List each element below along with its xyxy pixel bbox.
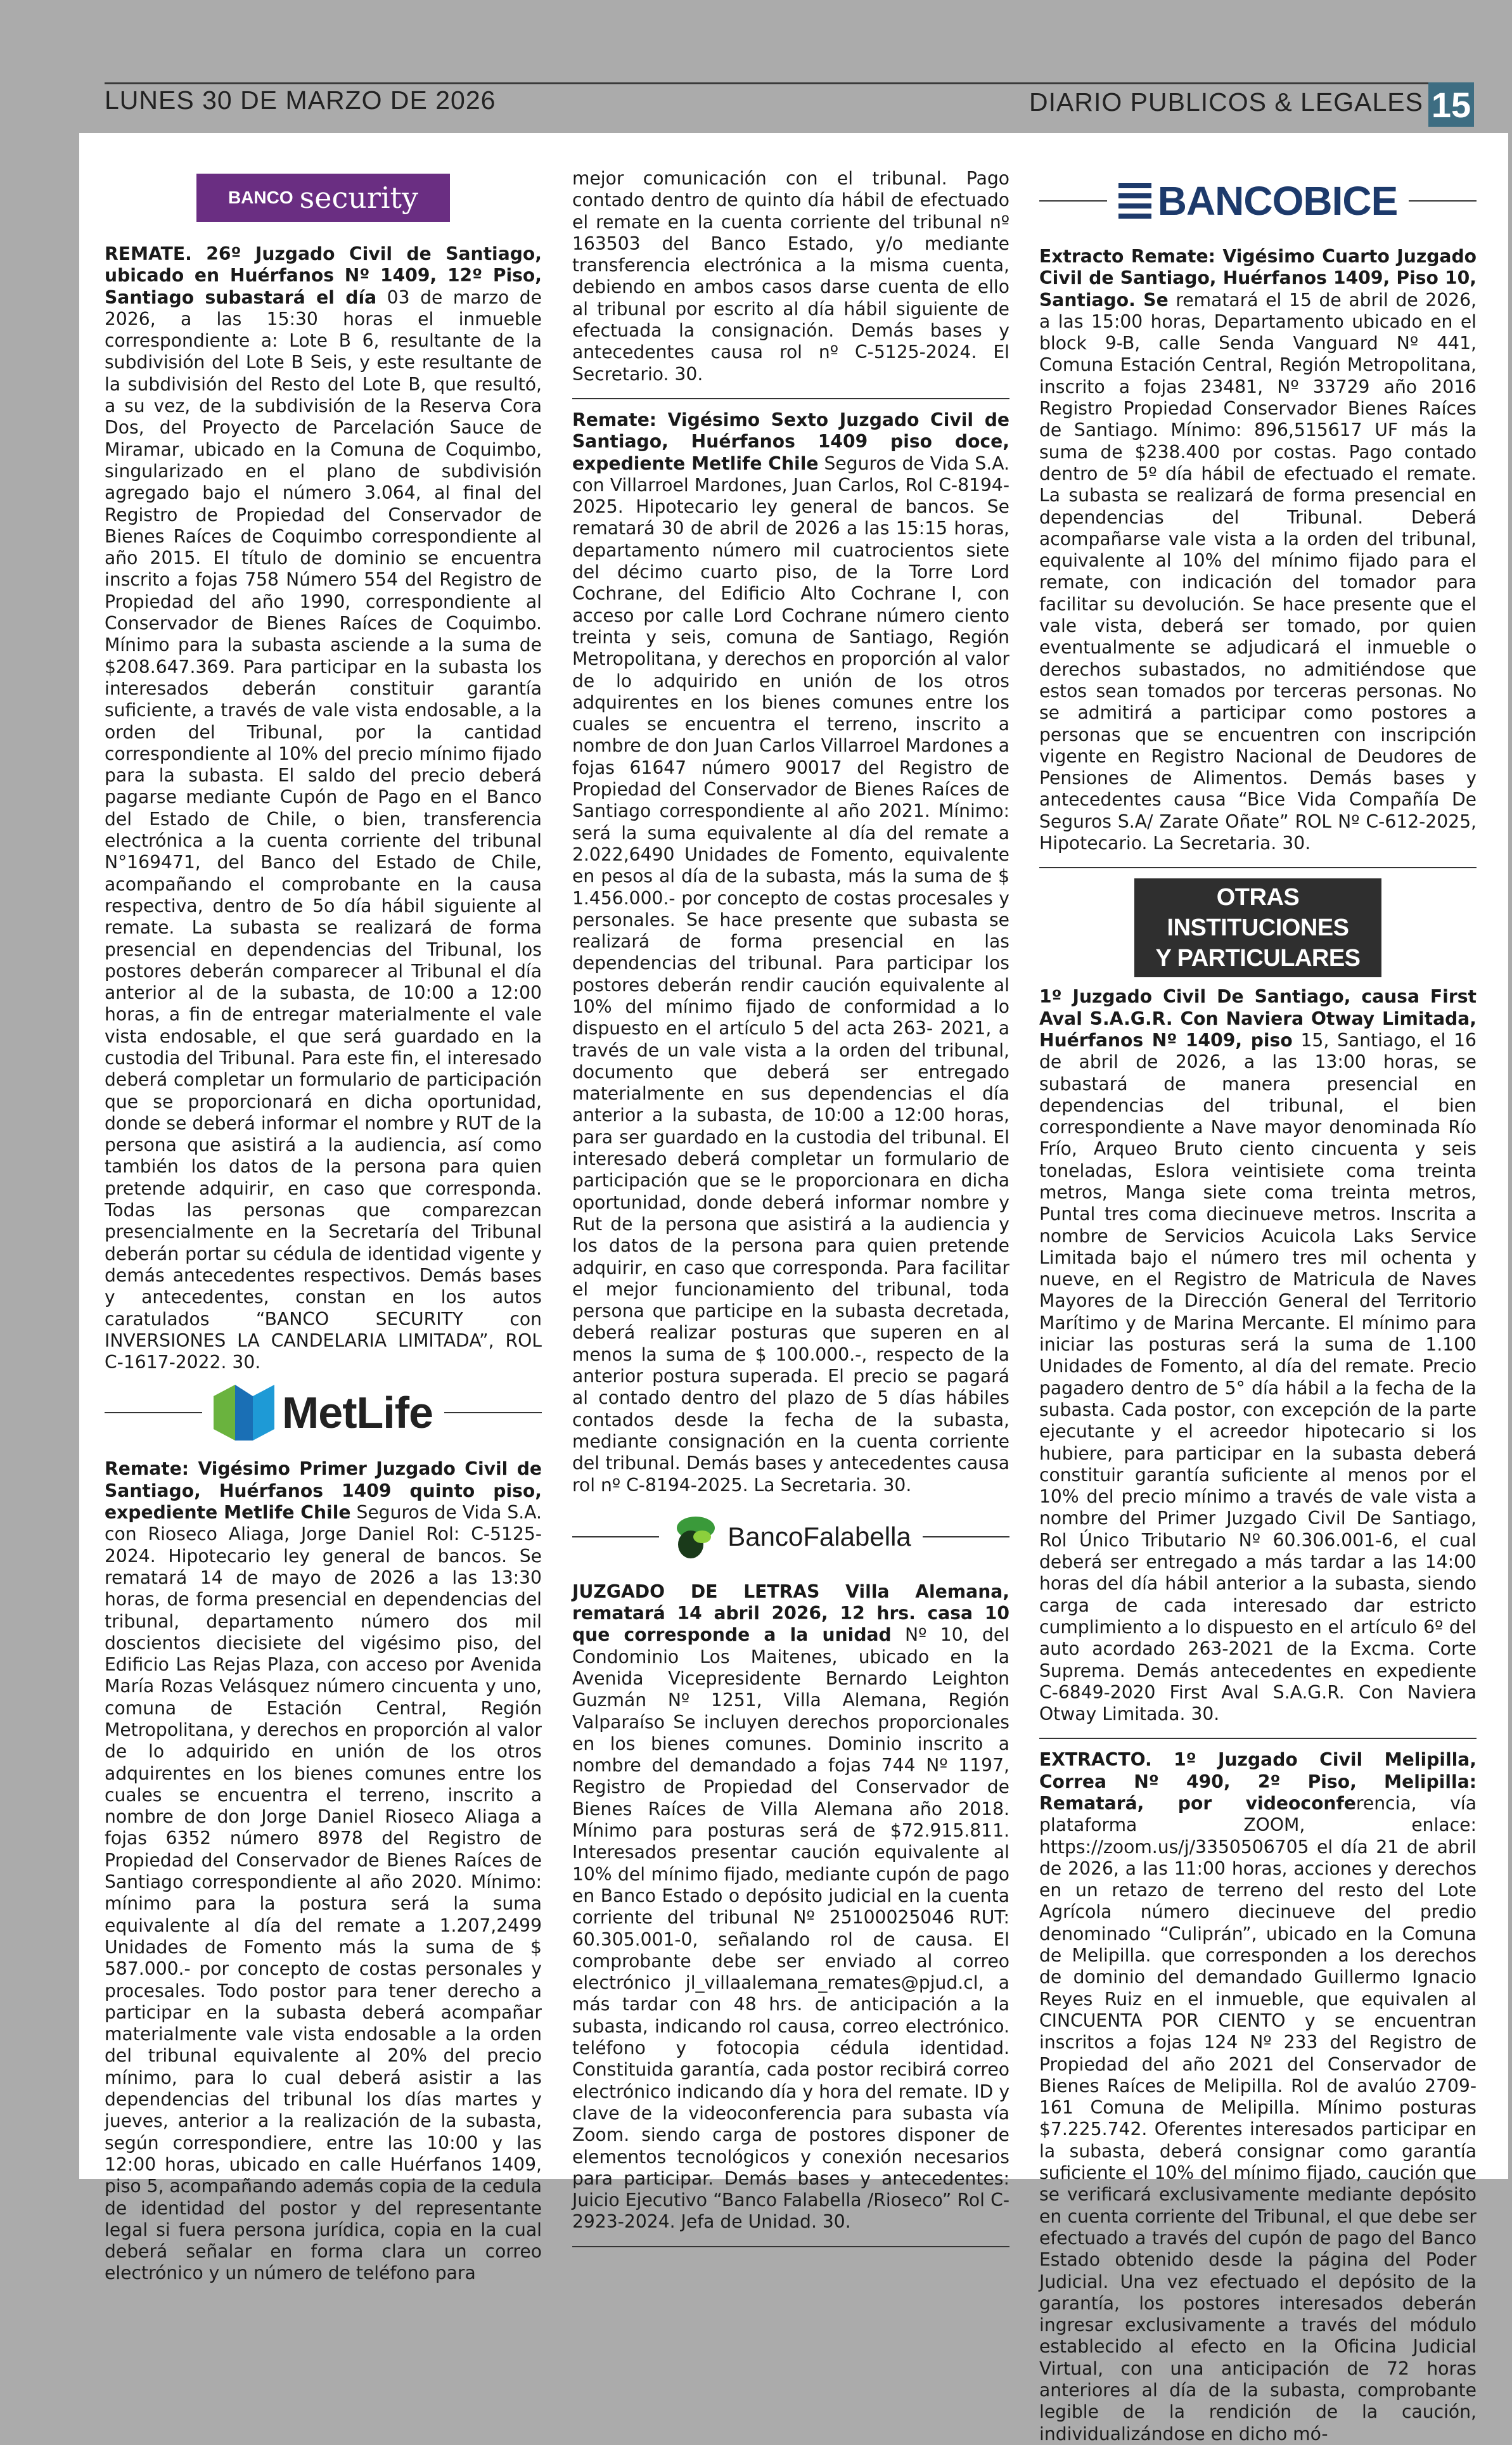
column-2 [572, 168, 1009, 2257]
notice-lead: 1º Juzgado Civil De Santiago, causa First Aval S.A.G.R. Con Naviera Otway Limitada, Huérfanos Nº 1409, piso [1039, 986, 1477, 1051]
notice-body: 03 de marzo de 2026, a las 15:30 horas el inmueble correspondiente a: Lote B 6, resultante de la subdivisión del Lote B Seis, y este resultante de la subdivisión del Resto del Lote B, que resultó, a su vez, de la subdivisión de la Reserva Cora Dos, del Proyecto de Parcelación Sauce de Miramar, ubicado en la Comuna de Coquimbo, singularizado en el plano de subdivisión agregado bajo el número 3.064, al final del Registro de Propiedad del Conservador de Bienes Raíces de Coquimbo correspondiente al año 2015. El título de dominio se encuentra inscrito a fojas 758 Número 554 del Registro de Propiedad del año 1990, correspondiente al Conservador de Bienes Raíces de Coquimbo. Mínimo para la subasta asciende a la suma de $208.647.369. Para participar en la subasta los interesados deberán constituir garantía suficiente, a través de vale vista endosable, a la orden del Tribunal, por la cantidad correspondiente al 10% del precio mínimo fijado para la subasta. El saldo del precio deberá pagarse mediante Cupón de Pago en el Banco del Estado de Chile, o bien, transferencia electrónica a la cuenta corriente del tribunal N°169471, del Banco del Estado de Chile, acompañando el comprobante en la causa respectiva, dentro de 5o día hábil siguiente al remate. La subasta se realizará de forma presencial en dependencias del Tribunal, los postores deberán comparecer al Tribunal el día anterior al de la subasta, de 10:00 a 12:00 horas, a fin de entregar materialmente el vale vista endosable, el que será guardado en la custodia del Tribunal. Para este fin, el interesado deberá completar un formulario de participación que se proporcionará en dicha oportunidad, donde se deberá informar el nombre y RUT de la persona que asistirá a la audiencia, así como también los datos de la persona para quien pretende adquirir, en caso que corresponda. Todas las personas que comparezcan presencialmente en la Secretaría del Tribunal deberán portar su cédula de identidad vigente y demás antecedentes respectivos. Demás bases y antecedentes, constan en los autos caratulados “BANCO SECURITY con INVERSIONES LA CANDELARIA LIMITADA”, ROL C-1617-2022. 30. [105, 286, 542, 1373]
notice-lead: JUZGADO DE LETRAS Villa Alemana, rematará 14 abril 2026, 12 hrs. casa 10 que corresponde a la unidad [572, 1581, 1009, 1646]
falabella-logo-row [572, 1511, 1009, 1562]
divider [572, 2246, 1009, 2247]
column-1 [105, 165, 542, 2285]
banco-falabella-logo [670, 1511, 911, 1562]
notice-lead: Remate: Vigésimo Sexto Juzgado Civil de Santiago, Huérfanos 1409 piso doce, expediente Metlife Chile [572, 409, 1009, 474]
notice-remate-melipilla [1039, 1749, 1477, 2445]
security-logo-brand: BANCO [227, 188, 293, 207]
notice-remate-metlife-1 [105, 1458, 542, 2284]
falabella-mark-icon [670, 1511, 721, 1562]
metlife-logo-text: MetLife [282, 1388, 433, 1438]
metlife-mark-icon [214, 1385, 274, 1441]
notice-body: rematará el 15 de abril de 2026, a las 15:00 horas, Departamento ubicado en el block 9-B, calle Senda Vanguard Nº 441, Comuna Estación Central, Región Metropolitana, inscrito a fojas 23481, Nº 33729 año 2016 Registro Propiedad Conservador Bienes Raíces de Santiago. Mínimo: 896,515617 UF más la suma de $238.400 por costas. Pago contado dentro de 5º día hábil de efectuado el remate. La subasta se realizará de forma presencial en dependencias del Tribunal. Deberá acompañarse vale vista a la orden del tribunal, equivalente al 10% del mínimo fijado para el remate, con indicación del tomador para facilitar su devolución. Se hace presente que el vale vista, deberá ser tomado, por quien eventualmente se adjudicará el inmueble o derechos subastados, no admitiéndose que estos sean tomados por terceras personas. No se admitirá a participar como postores a personas que se encuentren con inscripción vigente en Registro Nacional de Deudores de Pensiones de Alimentos. Demás bases y antecedentes causa “Bice Vida Compañía De Seguros S.A/ Zarate Oñate” ROL Nº C-612-2025, Hipotecario. La Secretaria. 30. [1039, 289, 1477, 854]
header-date: LUNES 30 DE MARZO DE 2026 [105, 86, 496, 115]
notice-remate-metlife-2 [572, 409, 1009, 1496]
bice-logo-row [1039, 177, 1477, 224]
banco-security-logo [105, 174, 542, 222]
notice-body: Seguros de Vida S.A. con Rioseco Aliaga, Jorge Daniel Rol: C-5125-2024. Hipotecario ley general de bancos. Se rematará 14 de mayo de 2026 a las 13:30 horas, de forma presencial en dependencias del tribunal, departamento número dos mil doscientos diecisiete del vigésimo piso, del Edificio Las Rejas Plaza, con acceso por Avenida María Rozas Velásquez número cincuenta y uno, comuna de Estación Central, Región Metropolitana, y derechos en proporción al valor de lo adquirido en unión de los otros adquirentes en los bienes comunes entre los cuales se encuentra el terreno, inscrito a nombre de don Jorge Daniel Rioseco Aliaga a fojas 6352 número 8978 del Registro de Propiedad del Conservador de Bienes Raíces de Santiago correspondiente al año 2020. Mínimo: mínimo para la postura será la suma equivalente al día del remate a 1.207,2499 Unidades de Fomento más la suma de $ 587.000.- por concepto de costas personales y procesales. Todo postor para tener derecho a participar en la subasta deberá acompañar materialmente vale vista endosable a la orden del tribunal equivalente al 20% del precio mínimo, para lo cual deberá asistir a las dependencias del tribunal los días martes y jueves, anterior a la realización de la subasta, según correspondiere, entre las 10:00 y las 12:00 horas, ubicado en calle Huérfanos 1409, piso 5, acompañando además copia de la cedula de identidad del postor y del representante legal si fuera persona jurídica, copia en la cual deberá señalar en forma clara un correo electrónico y un número de teléfono para [105, 1502, 542, 2284]
header-section: DIARIO PUBLICOS & LEGALES [1029, 87, 1423, 117]
newspaper-page [79, 133, 1508, 2444]
column-3 [1039, 165, 1477, 2445]
banner-line-1: OTRAS INSTITUCIONES [1167, 884, 1349, 942]
notice-body: rencia, vía plataforma ZOOM, enlace: https://zoom.us/j/3350506705 el día 21 de abril de 2026, a las 11:00 horas, acciones y derechos en un retazo de terreno del resto del Lote Agrícola número diecinueve del predio denominado “Culiprán”, ubicado en la Comuna de Melipilla. que corresponden a los derechos de dominio del demandado Guillermo Ignacio Reyes Ruiz en el inmueble, que equivalen al CINCUENTA POR CIENTO y se encuentran inscritos a fojas 124 Nº 233 del Registro de Propiedad del año 2021 del Conservador de Bienes Raíces de Melipilla. Rol de avalúo 2709-161 Comuna de Melipilla. Mínimo posturas $7.225.742. Oferentes interesados participar en la subasta, deberá consignar como garantía suficiente el 10% del mínimo fijado, caución que se verificará exclusivamente mediante depósito en cuenta corriente del Tribunal, el que debe ser efectuado a través del cupón de pago del Banco Estado obtenido desde la página del Poder Judicial. Una vez efectuado el depósito de la garantía, los postores interesados deberán ingresar exclusivamente a través del módulo establecido al efecto en la Oficina Judicial Virtual, con una anticipación de 72 horas anteriores al día de la subasta, comprobante legible de la rendición de la caución, individualizándose en dicho mó- [1039, 1793, 1477, 2444]
notice-remate-security [105, 243, 542, 1373]
notice-remate-falabella [572, 1581, 1009, 2233]
banner-line-2: Y PARTICULARES [1155, 945, 1361, 972]
header-rule [105, 82, 1470, 84]
notice-remate-bice [1039, 246, 1477, 854]
divider [572, 398, 1009, 399]
divider [1039, 1738, 1477, 1739]
notice-body: Nº 10, del Condominio Los Maitenes, ubicado en la Avenida Vicepresidente Bernardo Leighton Guzmán Nº 1251, Villa Alemana, Región Valparaíso Se incluyen derechos proporcionales en los bienes comunes. Dominio inscrito a nombre del demandado a fojas 744 Nº 1197, Registro de Propiedad del Conservador de Bienes Raíces de Villa Alemana año 2018. Mínimo para posturas será de $72.915.811. Interesados presentar caución equivalente al 10% del mínimo fijado, mediante cupón de pago en Banco Estado o depósito judicial en la cuenta corriente del tribunal Nº 25100025046 RUT: 60.305.001-0, señalando rol de causa. El comprobante debe ser enviado al correo electrónico jl_villaalemana_remates@pjud.cl, a más tardar con 48 hrs. de anticipación a la subasta, indicando rol causa, correo electrónico. teléfono y fotocopia cédula identidad. Constituida garantía, cada postor recibirá correo electrónico indicando día y hora del remate. ID y clave de la videoconferencia para subasta vía Zoom. siendo carga de postores disponer de elementos tecnológicos y conexión necesarios para participar. Demás bases y antecedentes: Juicio Ejecutivo “Banco Falabella /Rioseco” Rol C-2923-2024. Jefa de Unidad. 30. [572, 1624, 1009, 2233]
notice-lead: Extracto Remate: Vigésimo Cuarto Juzgado Civil de Santiago, Huérfanos 1409, Piso 10, Santiago. Se [1039, 246, 1477, 311]
metlife-logo-row [105, 1385, 542, 1441]
notice-remate-first-aval [1039, 986, 1477, 1725]
security-logo-name: security [299, 181, 419, 215]
bice-bars-icon [1118, 183, 1151, 219]
notice-lead: REMATE. 26º Juzgado Civil de Santiago, ubicado en Huérfanos Nº 1409, 12º Piso, Santiago subastará el día [105, 243, 542, 308]
banco-bice-logo [1118, 177, 1398, 224]
falabella-logo-text: BancoFalabella [727, 1521, 911, 1551]
divider [1039, 867, 1477, 868]
notice-remate-metlife-1-continued: mejor comunicación con el tribunal. Pago contado dentro de quinto día hábil de efectuado el remate en la cuenta corriente del tribunal nº 163503 del Banco Estado, y/o mediante transferencia electrónica a la misma cuenta, debiendo en ambos casos darse cuenta de ello al tribunal por escrito al día hábil siguiente de efectuada la consignación. Demás bases y antecedentes causa rol nº C-5125-2024. El Secretario. 30. [572, 168, 1009, 385]
notice-lead: Remate: Vigésimo Primer Juzgado Civil de Santiago, Huérfanos 1409 quinto piso, expediente Metlife Chile [105, 1458, 542, 1524]
page-number: 15 [1428, 82, 1474, 127]
notice-lead: EXTRACTO. 1º Juzgado Civil Melipilla, Correa Nº 490, 2º Piso, Melipilla: Rematará, por videoconfe [1039, 1749, 1477, 1814]
bice-logo-text: BANCOBICE [1157, 178, 1398, 224]
otras-instituciones-banner [1134, 878, 1381, 977]
notice-body: Seguros de Vida S.A. con Villarroel Mardones, Juan Carlos, Rol C-8194-2025. Hipotecario ley general de bancos. Se rematará 30 de abril de 2026 a las 15:15 horas, departamento número mil cuatrocientos siete del décimo cuarto piso, de la Torre Lord Cochrane, del Edificio Alto Cochrane I, con acceso por calle Lord Cochrane número ciento treinta y seis, comuna de Santiago, Región Metropolitana, y derechos en proporción al valor de lo adquirido en unión de los otros adquirentes en los bienes comunes entre los cuales se encuentra el terreno, inscrito a nombre de don Juan Carlos Villarroel Mardones a fojas 61647 número 90017 del Registro de Propiedad del Conservador de Bienes Raíces de Santiago correspondiente al año 2021. Mínimo: será la suma equivalente al día del remate a 2.022,6490 Unidades de Fomento, equivalente en pesos al día de la subasta, más la suma de $ 1.456.000.- por concepto de costas procesales y personales. Se hace presente que subasta se realizará de forma presencial en las dependencias del tribunal. Para participar los postores deberán rendir caución equivalente al 10% del mínimo fijado de conformidad a lo dispuesto en el artículo 5 del acta 263- 2021, a través de un vale vista a la orden del tribunal, documento que deberá ser entregado materialmente en sus dependencias el día anterior a la subasta, de 10:00 a 12:00 horas, para ser guardado en la custodia del tribunal. El interesado deberá completar un formulario de participación que se le proporcionara en dicha oportunidad, donde deberá informar nombre y Rut de la persona que asistirá a la audiencia y los datos de la persona para quien pretende adquirir, en caso que corresponda. Para facilitar el mejor funcionamiento del tribunal, toda persona que participe en la subasta decretada, deberá realizar posturas que superen en al menos la suma de $ 100.000.-, respecto de la anterior postura superada. El precio se pagará al contado dentro del plazo de 5 días hábiles contados desde la fecha de la subasta, mediante consignación en la cuenta corriente del tribunal. Demás bases y antecedentes causa rol nº C-8194-2025. La Secretaria. 30. [572, 452, 1009, 1496]
metlife-logo [214, 1385, 433, 1441]
notice-body: 15, Santiago, el 16 de abril de 2026, a las 13:00 horas, se subastará de manera presencial en dependencias del tribunal, el bien correspondiente a Nave mayor denominada Río Frío, Arqueo Bruto ciento cincuenta y seis toneladas, Eslora veintisiete coma treinta metros, Manga siete coma treinta metros, Puntal tres coma diecinueve metros. Inscrita a nombre de Servicios Acuicola Laks Service Limitada bajo el número tres mil ochenta y nueve, en el Registro de Matricula de Naves Mayores de la Dirección General del Territorio Marítimo y de Marina Mercante. El mínimo para iniciar las posturas será la suma de 1.100 Unidades de Fomento, al día del remate. Precio pagadero dentro de 5° día hábil a la fecha de la subasta. Cada postor, con excepción de la parte ejecutante y el acreedor hipotecario si los hubiere, para participar en la subasta deberá constituir garantía suficiente al menos por el 10% del precio mínimo a través de vale vista a nombre del Primer Juzgado Civil De Santiago, Rol Único Tributario Nº 60.306.001-6, el cual deberá ser entregado a más tardar a las 14:00 horas del día hábil anterior a la subasta, siendo carga de cada interesado dar estricto cumplimiento a lo dispuesto en el artículo 6º del auto acordado 263-2021 de la Excma. Corte Suprema. Demás antecedentes en expediente C-6849-2020 First Aval S.A.G.R. Con Naviera Otway Limitada. 30. [1039, 1029, 1477, 1725]
